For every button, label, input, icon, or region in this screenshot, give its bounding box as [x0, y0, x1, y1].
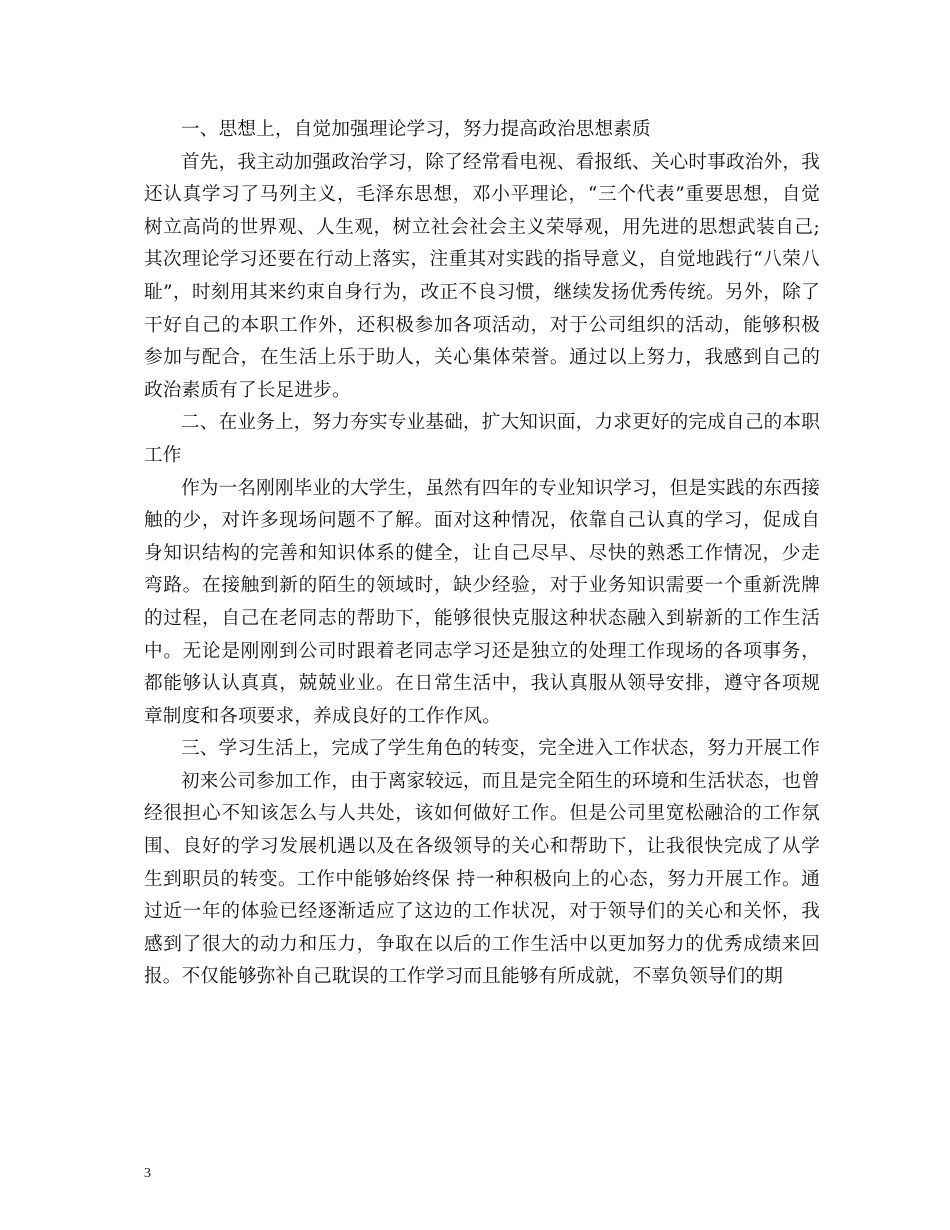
- paragraph-professional-learning: 作为一名刚刚毕业的大学生，虽然有四年的专业知识学习，但是实践的东西接触的少，对许多现场问题不了解。面对这种情况，依靠自己认真的学习，促成自身知识结构的完善和知识体系的健全，让自己尽早、尽快的熟悉工作情况，少走弯路。在接触到新的陌生的领域时，缺少经验，对于业务知识需要一个重新洗牌的过程，自己在老同志的帮助下，能够很快克服这种状态融入到崭新的工作生活中。无论是刚刚到公司时跟着老同志学习还是独立的处理工作现场的各项事务，都能够认认真真，兢兢业业。在日常生活中，我认真服从领导安排，遵守各项规章制度和各项要求，养成良好的工作作风。: [144, 477, 820, 727]
- page-number: 3: [144, 1166, 151, 1181]
- section-heading-life: 三、学习生活上，完成了学生角色的转变，完全进入工作状态，努力开展工作: [181, 738, 820, 760]
- document-body: [144, 114, 820, 994]
- paragraph-political-study: 首先，我主动加强政治学习，除了经常看电视、看报纸、关心时事政治外，我还认真学习了马列主义，毛泽东思想，邓小平理论，“三个代表”重要思想，自觉树立高尚的世界观、人生观，树立社会社会主义荣辱观，用先进的思想武装自己;其次理论学习还要在行动上落实，注重其对实践的指导意义，自觉地践行“八荣八耻”，时刻用其来约束自身行为，改正不良习惯，继续发扬优秀传统。另外，除了干好自己的本职工作外，还积极参加各项活动，对于公司组织的活动，能够积极参加与配合，在生活上乐于助人，关心集体荣誉。通过以上努力，我感到自己的政治素质有了长足进步。: [144, 151, 820, 401]
- section-heading-business: 二、在业务上，努力夯实专业基础，扩大知识面，力求更好的完成自己的本职工作: [144, 412, 820, 466]
- section-heading-ideology: 一、思想上，自觉加强理论学习，努力提高政治思想素质: [181, 119, 651, 140]
- paragraph-role-transition: 初来公司参加工作，由于离家较远，而且是完全陌生的环境和生活状态，也曾经很担心不知该怎么与人共处，该如何做好工作。但是公司里宽松融洽的工作氛围、良好的学习发展机遇以及在各级领导的关心和帮助下，让我很快完成了从学生到职员的转变。工作中能够始终保 持一种积极向上的心态，努力开展工作。通过近一年的体验已经逐渐适应了这边的工作状况，对于领导们的关心和关怀，我感到了很大的动力和压力，争取在以后的工作生活中以更加努力的优秀成绩来回报。不仅能够弥补自己耽误的工作学习而且能够有所成就，不辜负领导们的期: [144, 770, 820, 988]
